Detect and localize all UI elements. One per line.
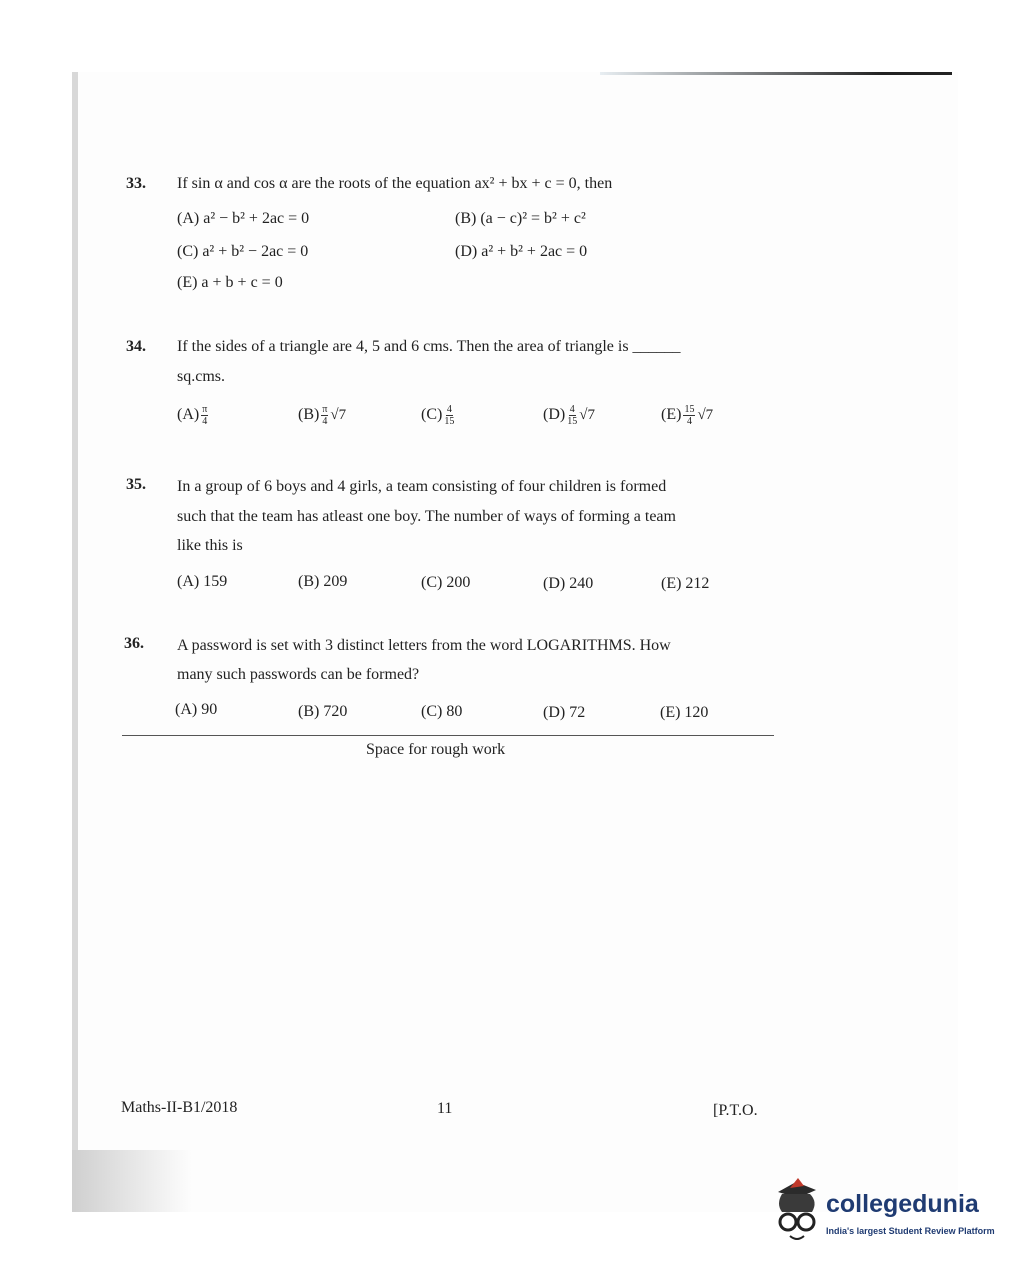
pto-label: [P.T.O. [713, 1102, 758, 1119]
sqrt-term: √7 [330, 407, 347, 424]
question-35-line-1: In a group of 6 boys and 4 girls, a team consisting of four children is formed [177, 478, 667, 495]
option-label: (B) [298, 406, 320, 424]
question-34-text-continued: sq.cms. [177, 368, 225, 385]
question-36-number: 36. [124, 635, 144, 652]
fraction: $\frac{4}{15}$ [567, 404, 578, 427]
rough-work-divider [122, 735, 774, 736]
question-35-option-a: (A) 159 [177, 573, 228, 590]
logo-wordmark: collegedunia [826, 1190, 979, 1218]
fraction: $\frac{\pi}{4}$ [322, 404, 328, 427]
question-33-number: 33. [126, 175, 146, 192]
question-36-option-b: (B) 720 [298, 703, 348, 720]
question-33-option-a: (A) a² − b² + 2ac = 0 [177, 210, 310, 227]
fraction: $\frac{\pi}{4}$ [202, 404, 208, 427]
question-36-option-a: (A) 90 [175, 701, 218, 718]
fraction: $\frac{15}{4}$ [684, 404, 695, 427]
question-36-option-c: (C) 80 [421, 703, 463, 720]
sqrt-term: √7 [579, 407, 595, 424]
logo-tagline: India's largest Student Review Platform [826, 1226, 995, 1236]
question-35-line-3: like this is [177, 537, 243, 554]
question-36-option-d: (D) 72 [543, 704, 586, 721]
question-35-option-e: (E) 212 [661, 575, 710, 592]
question-34-option-e [661, 404, 713, 427]
question-33-option-e: (E) a + b + c = 0 [177, 274, 283, 291]
option-label: (A) [177, 406, 200, 424]
question-35-option-b: (B) 209 [298, 573, 348, 590]
question-33-option-d: (D) a² + b² + 2ac = 0 [455, 243, 588, 260]
collegedunia-logo [768, 1178, 1008, 1246]
rough-work-label: Space for rough work [366, 741, 506, 758]
question-34-number: 34. [126, 338, 146, 355]
sqrt-term: √7 [697, 407, 714, 424]
question-34-option-c [421, 404, 456, 427]
question-33-text: If sin α and cos α are the roots of the equation ax² + bx + c = 0, then [177, 175, 613, 192]
mascot-icon [768, 1178, 824, 1246]
option-label: (D) [543, 406, 566, 424]
page-number: 11 [437, 1100, 453, 1117]
question-33-option-b: (B) (a − c)² = b² + c² [455, 210, 586, 227]
question-35-number: 35. [126, 476, 146, 493]
question-33-option-c: (C) a² + b² − 2ac = 0 [177, 243, 309, 260]
question-35-option-c: (C) 200 [421, 574, 471, 591]
option-label: (E) [661, 406, 682, 424]
question-34-option-a [177, 404, 210, 427]
question-34-text: If the sides of a triangle are 4, 5 and 6 cms. Then the area of triangle is ______ [177, 338, 681, 355]
question-35-option-d: (D) 240 [543, 575, 594, 592]
fraction: $\frac{4}{15}$ [444, 404, 455, 427]
question-34-option-b [298, 404, 346, 427]
paper-code: Maths-II-B1/2018 [121, 1099, 238, 1116]
option-label: (C) [421, 406, 443, 424]
question-36-line-2: many such passwords can be formed? [177, 666, 420, 683]
scan-shadow [72, 1150, 192, 1212]
question-36-option-e: (E) 120 [660, 704, 709, 721]
question-34-option-d [543, 404, 595, 427]
top-edge-line [600, 72, 952, 75]
question-35-line-2: such that the team has atleast one boy. The number of ways of forming a team [177, 508, 676, 525]
question-36-line-1: A password is set with 3 distinct letters from the word LOGARITHMS. How [177, 637, 671, 654]
